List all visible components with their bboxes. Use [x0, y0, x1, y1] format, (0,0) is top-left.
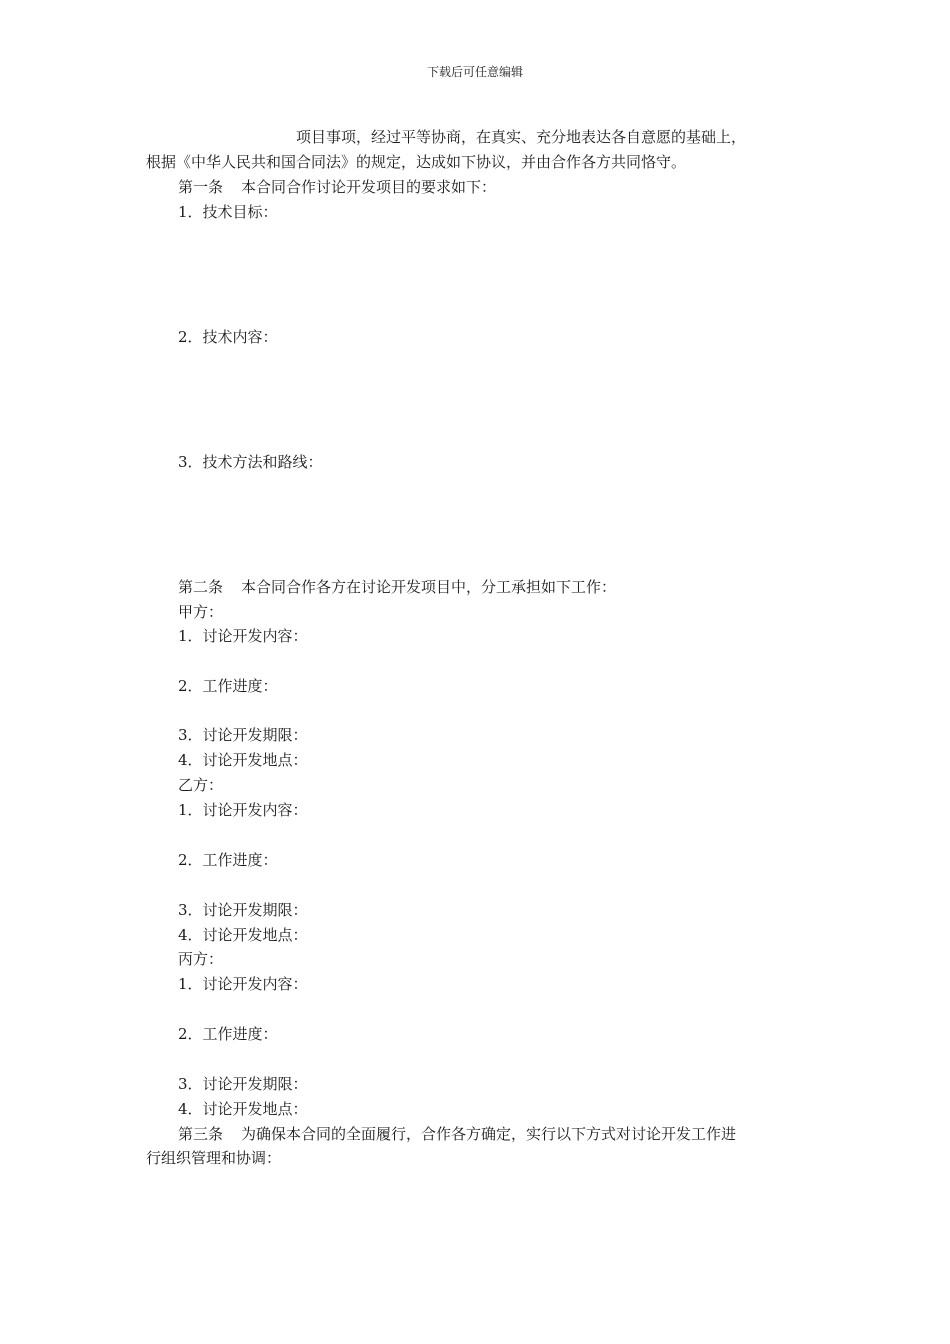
party-c-item-1: 1．讨论开发内容：: [178, 975, 308, 993]
party-b-item-1: 1．讨论开发内容：: [178, 801, 308, 819]
article-1-item-1: 1．技术目标：: [178, 203, 278, 221]
article-1-heading: [178, 176, 496, 198]
party-b-item-3: 3．讨论开发期限：: [178, 901, 308, 919]
article-3-label: 第三条: [178, 1125, 224, 1143]
party-a-item-4: 4．讨论开发地点：: [178, 751, 308, 769]
party-b-item-2: 2．工作进度：: [178, 851, 278, 869]
party-a-item-1: 1．讨论开发内容：: [178, 627, 308, 645]
page-header: 下载后可任意编辑: [426, 65, 523, 79]
party-b-name: 乙方：: [178, 776, 224, 794]
article-1-label: 第一条: [178, 178, 224, 196]
article-2-text: 本合同合作各方在讨论开发项目中，分工承担如下工作：: [241, 578, 617, 596]
party-c-item-2: 2．工作进度：: [178, 1025, 278, 1043]
article-1-text: 本合同合作讨论开发项目的要求如下：: [241, 178, 497, 196]
party-a-name: 甲方：: [178, 603, 224, 621]
article-2-label: 第二条: [178, 578, 224, 596]
party-c-name: 丙方：: [178, 950, 224, 968]
party-c-item-3: 3．讨论开发期限：: [178, 1075, 308, 1093]
article-1-item-2: 2．技术内容：: [178, 328, 278, 346]
article-1-item-3: 3．技术方法和路线：: [178, 453, 323, 471]
party-a-item-2: 2．工作进度：: [178, 677, 278, 695]
party-a-item-3: 3．讨论开发期限：: [178, 726, 308, 744]
article-3-heading: [178, 1123, 736, 1145]
party-b-item-4: 4．讨论开发地点：: [178, 926, 308, 944]
intro-line-1: 项目事项，经过平等协商，在真实、充分地表达各自意愿的基础上，: [296, 128, 747, 146]
article-2-heading: [178, 576, 616, 598]
party-c-item-4: 4．讨论开发地点：: [178, 1100, 308, 1118]
intro-line-2: 根据《中华人民共和国合同法》的规定，达成如下协议，并由合作各方共同恪守。: [146, 153, 687, 171]
article-3-line-2: 行组织管理和协调：: [146, 1149, 282, 1167]
article-3-text: 为确保本合同的全面履行，合作各方确定，实行以下方式对讨论开发工作进: [241, 1125, 737, 1143]
